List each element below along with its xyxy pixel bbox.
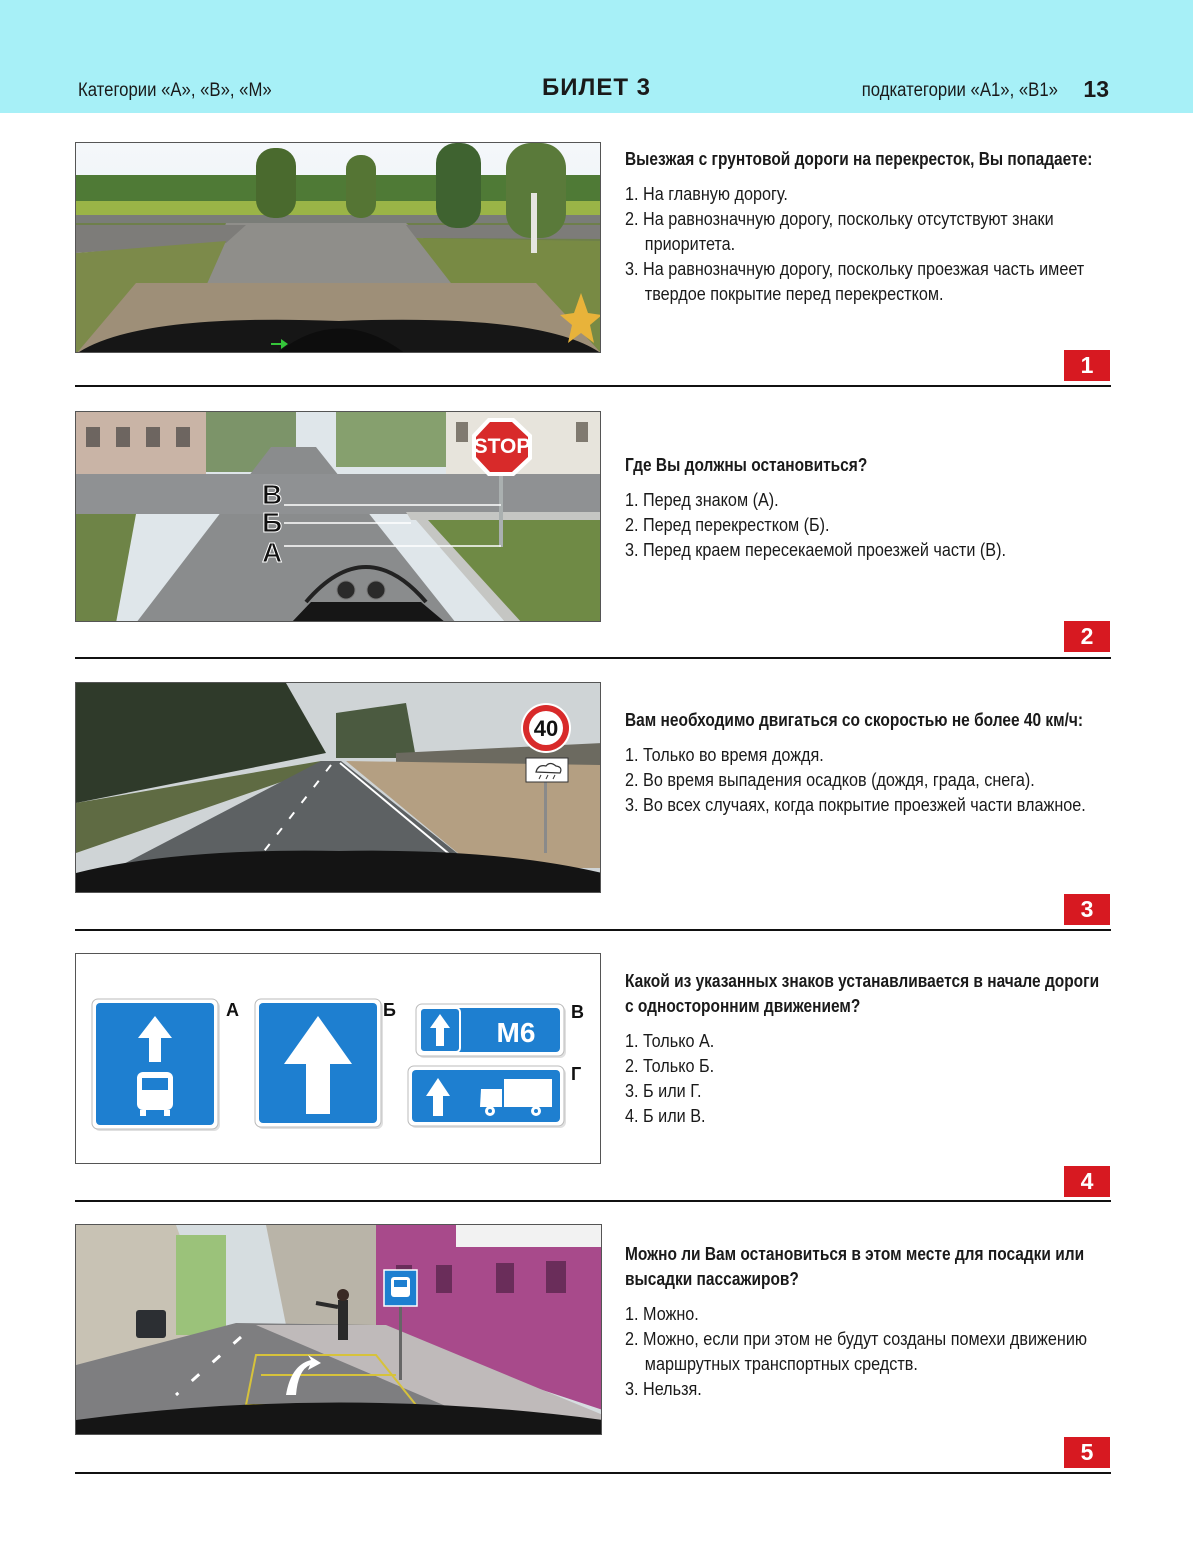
answer-option[interactable]: 4. Б или В. — [625, 1106, 706, 1126]
sign-g-label: Г — [571, 1064, 582, 1084]
question-title: Выезжая с грунтовой дороги на перекресток, Вы попадаете: — [625, 149, 1093, 169]
question-1-text — [625, 147, 1115, 307]
answer-list — [625, 743, 1115, 818]
stop-sign-text: STOP — [473, 435, 531, 458]
categories-label: Категории «А», «В», «М» — [78, 80, 272, 101]
answer-option[interactable]: 1. Только А. — [625, 1031, 715, 1051]
question-number-badge: 5 — [1064, 1437, 1110, 1468]
answer-option[interactable]: 3. На равнозначную дорогу, поскольку проезжая часть имеет твердое покрытие перед перекрестком. — [625, 259, 1085, 304]
question-2-image — [75, 411, 601, 622]
question-1-image — [75, 142, 601, 353]
answer-option[interactable]: 2. Во время выпадения осадков (дождя, града, снега). — [625, 770, 1035, 790]
speed-limit-text: 40 — [533, 716, 559, 741]
question-number-badge: 4 — [1064, 1166, 1110, 1197]
divider — [75, 1472, 1111, 1474]
divider — [75, 1200, 1111, 1202]
answer-list — [625, 488, 1115, 563]
label-a: А — [262, 537, 283, 568]
page-header — [0, 0, 1193, 113]
divider — [75, 385, 1111, 387]
sign-a-label: А — [226, 1000, 239, 1020]
page-number: 13 — [1083, 76, 1109, 102]
question-3-image — [75, 682, 601, 893]
ticket-title: БИЛЕТ 3 — [541, 74, 652, 101]
divider — [75, 929, 1111, 931]
road-code-text: М6 — [496, 1017, 536, 1048]
answer-option[interactable]: 1. На главную дорогу. — [625, 184, 788, 204]
answer-list — [625, 1029, 1115, 1129]
question-5-text — [625, 1242, 1115, 1402]
question-number-badge: 3 — [1064, 894, 1110, 925]
question-title: Какой из указанных знаков устанавливается в начале дороги с односторонним движением? — [625, 971, 1100, 1016]
question-number-badge: 1 — [1064, 350, 1110, 381]
answer-option[interactable]: 2. Можно, если при этом не будут созданы помехи движению маршрутных транспортных средств. — [625, 1329, 1088, 1374]
answer-option[interactable]: 2. Только Б. — [625, 1056, 715, 1076]
question-number-badge: 2 — [1064, 621, 1110, 652]
answer-option[interactable]: 3. Нельзя. — [625, 1379, 702, 1399]
answer-option[interactable]: 1. Только во время дождя. — [625, 745, 824, 765]
question-2-text — [625, 453, 1115, 563]
answer-option[interactable]: 3. Перед краем пересекаемой проезжей части (В). — [625, 540, 1006, 560]
label-b: Б — [262, 507, 283, 538]
answer-option[interactable]: 2. Перед перекрестком (Б). — [625, 515, 830, 535]
question-4-text — [625, 969, 1115, 1129]
answer-option[interactable]: 3. Б или Г. — [625, 1081, 702, 1101]
label-v: В — [262, 479, 283, 510]
question-4-image — [75, 953, 601, 1164]
sign-v-label: В — [571, 1002, 584, 1022]
question-3-text — [625, 708, 1115, 818]
answer-option[interactable]: 3. Во всех случаях, когда покрытие проезжей части влажное. — [625, 795, 1086, 815]
question-title: Где Вы должны остановиться? — [625, 455, 868, 475]
divider — [75, 657, 1111, 659]
sign-b-label: Б — [383, 1000, 396, 1020]
question-5-image — [75, 1224, 602, 1435]
subcategories-label: подкатегории «А1», «В1» — [861, 80, 1058, 101]
answer-option[interactable]: 1. Перед знаком (А). — [625, 490, 779, 510]
answer-list — [625, 182, 1115, 307]
answer-list — [625, 1302, 1115, 1402]
answer-option[interactable]: 1. Можно. — [625, 1304, 699, 1324]
question-title: Вам необходимо двигаться со скоростью не более 40 км/ч: — [625, 710, 1084, 730]
question-title: Можно ли Вам остановиться в этом месте для посадки или высадки пассажиров? — [625, 1244, 1085, 1289]
answer-option[interactable]: 2. На равнозначную дорогу, поскольку отсутствуют знаки приоритета. — [625, 209, 1054, 254]
